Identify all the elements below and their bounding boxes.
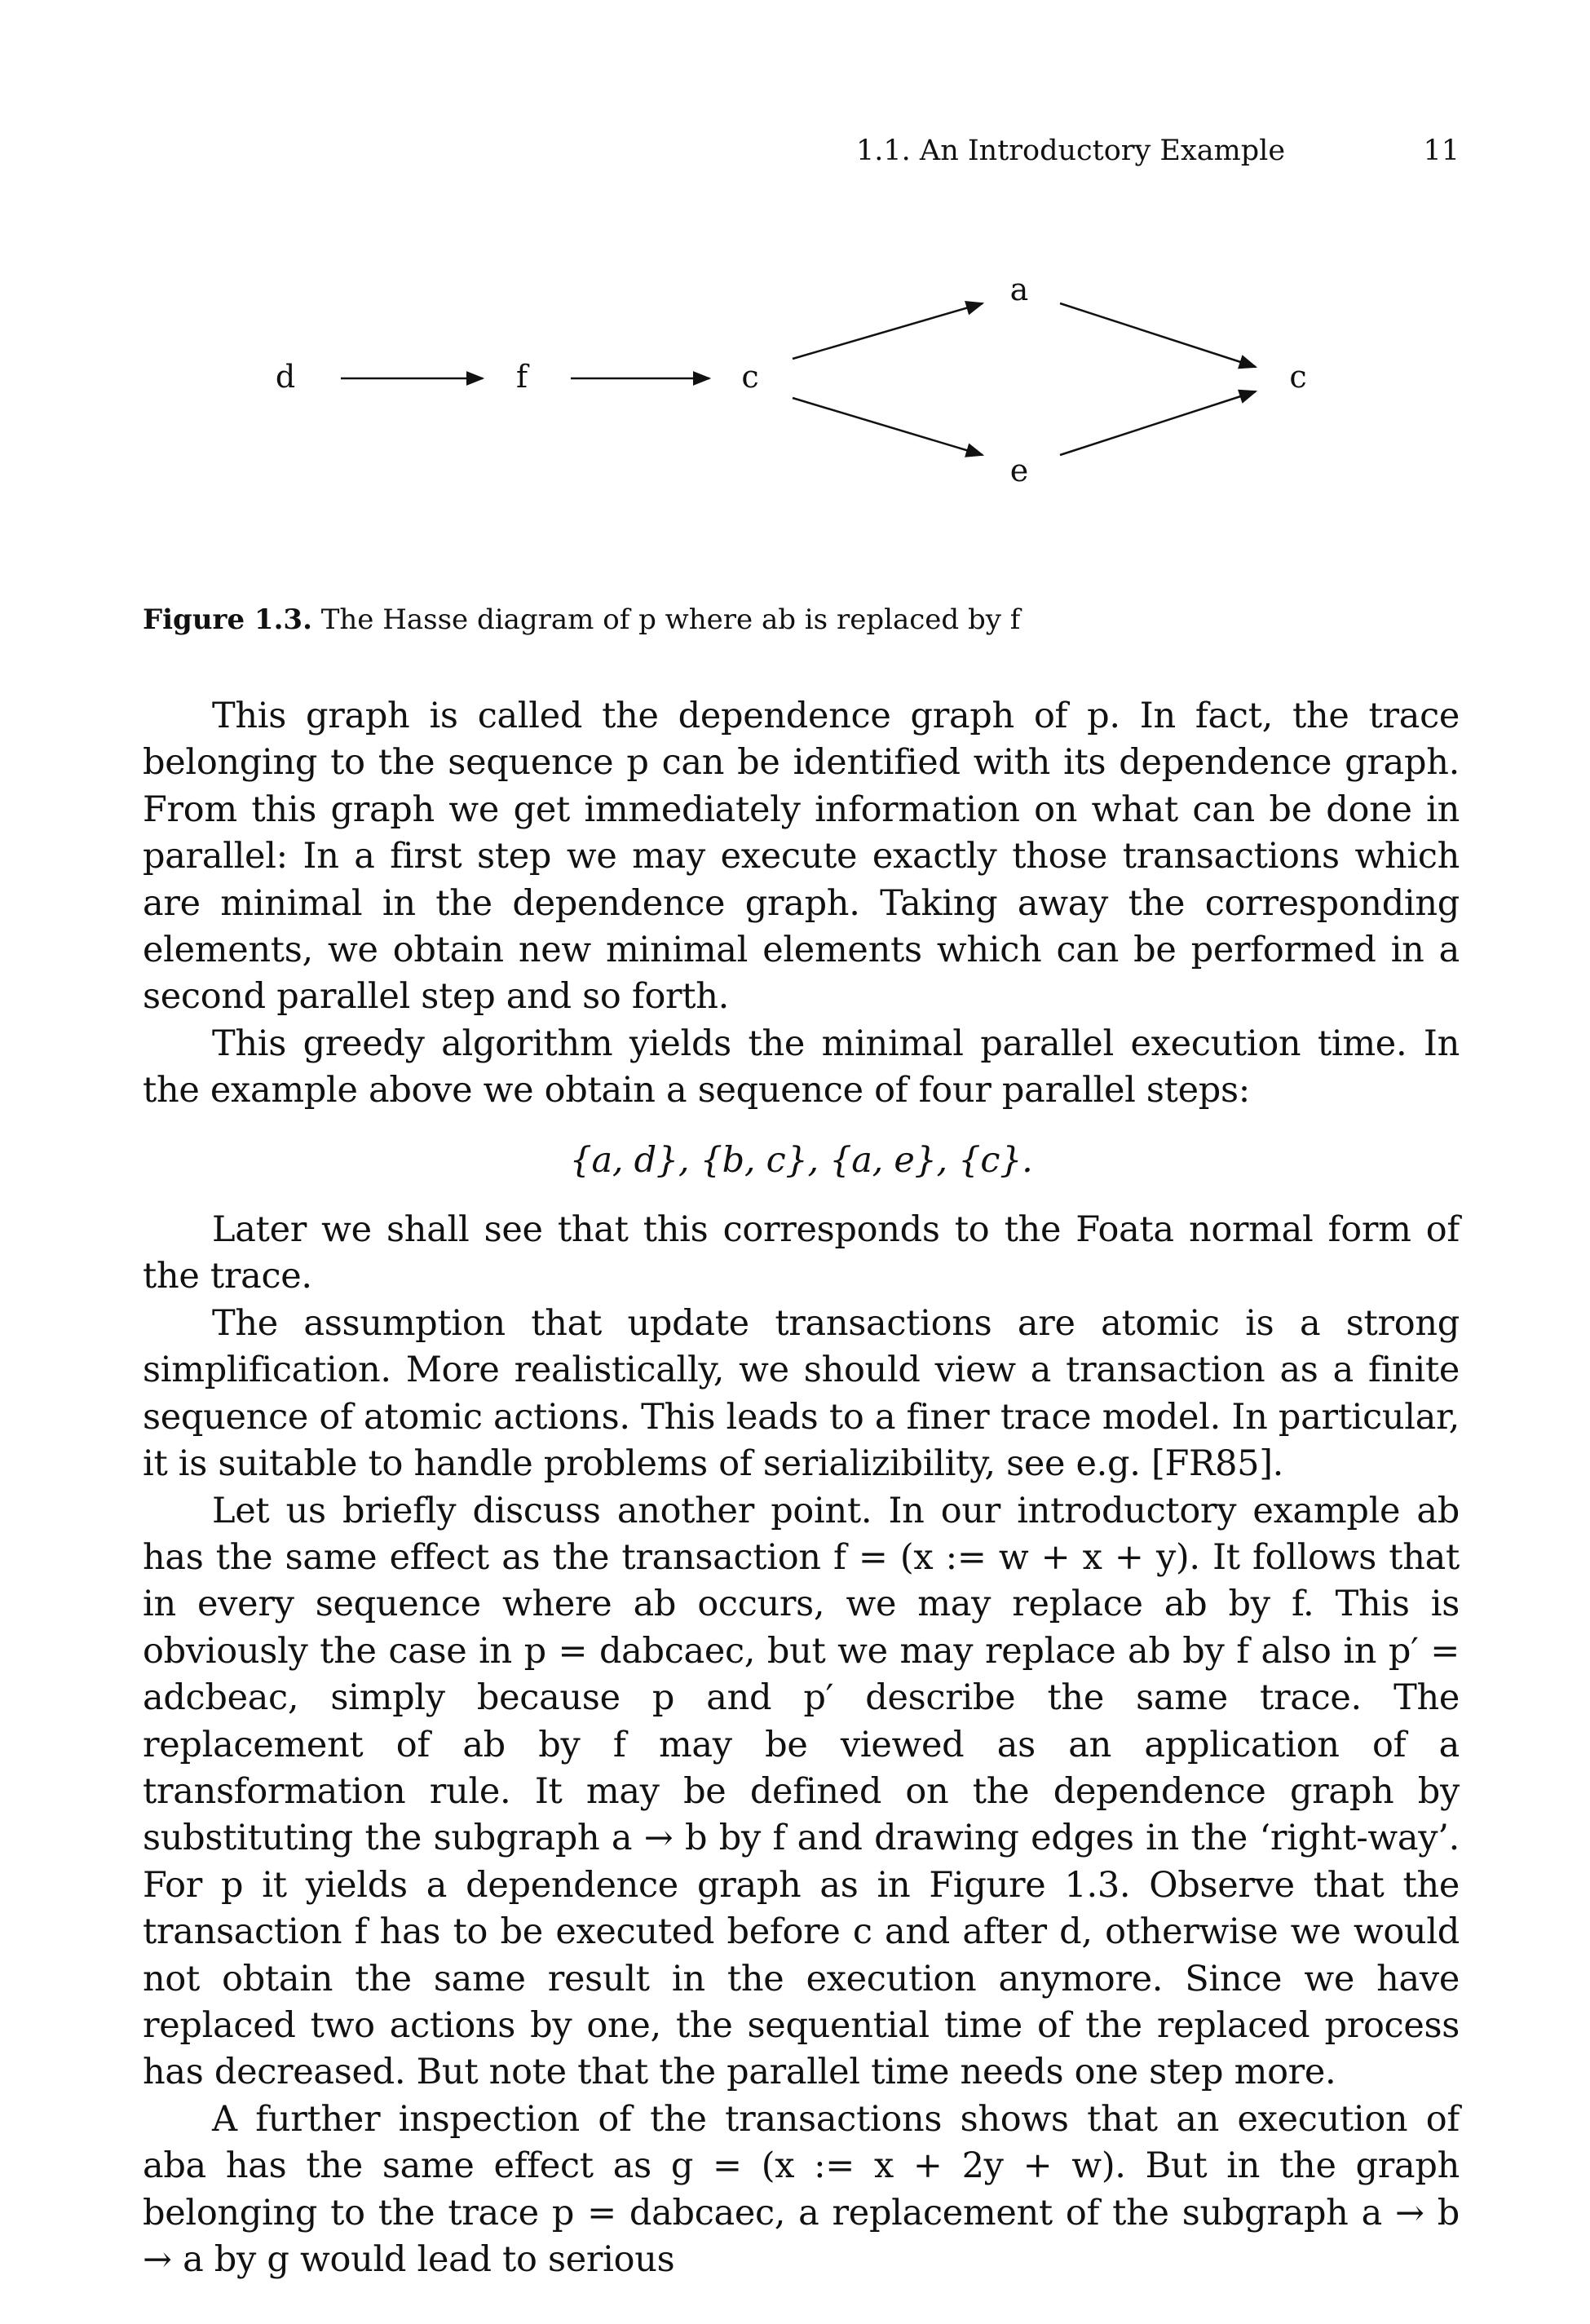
figure-label: Figure 1.3. bbox=[143, 603, 312, 636]
paragraph-6: A further inspection of the transactions shows that an execution of aba has the same effect as g = (x := x + 2y + w). But in the graph belonging to the trace p = dabcaec, a replacement of the subgraph a → b → a by g would lead to serious bbox=[143, 2098, 1460, 2280]
edge-c-a bbox=[793, 303, 983, 359]
paragraph-2: This greedy algorithm yields the minimal parallel execution time. In the example above we obtain a sequence of four parallel steps: bbox=[143, 1023, 1460, 1111]
section-title: 1.1. An Introductory Example bbox=[856, 135, 1286, 167]
edge-c-e bbox=[793, 398, 983, 455]
figure-caption bbox=[143, 599, 1447, 640]
paragraph-4: The assumption that update transactions are atomic is a strong simplification. More realistically, we should view a transaction as a finite sequence of atomic actions. This leads to a finer trace model. In particular, it is suitable to handle problems of serializibility, see e.g. [FR85]. bbox=[143, 1302, 1460, 1485]
node-d: d bbox=[275, 359, 296, 395]
page-number: 11 bbox=[1423, 135, 1460, 167]
paragraph-5: Let us briefly discuss another point. In our introductory example ab has the same effect as the transaction f = (x := w + x + y). It follows that in every sequence where ab occurs, we may replace ab by f. This is obviously the case in p = dabcaec, but we may replace ab by f also in p′ = adcbeac, simply because p and p′ describe the same trace. The replacement of ab by f may be viewed as an application of a transformation rule. It may be defined on the dependence graph by substituting the subgraph a → b by f and drawing edges in the ‘right-way’. For p it yields a dependence graph as in Figure 1.3. Observe that the transaction f has to be executed before c and after d, otherwise we would not obtain the same result in the execution anymore. Since we have replaced two actions by one, the sequential time of the replaced process has decreased. But note that the parallel time needs one step more. bbox=[143, 1490, 1460, 2093]
edge-a-c bbox=[1060, 303, 1256, 367]
node-c-right: c bbox=[1289, 359, 1307, 395]
body-text bbox=[143, 693, 1460, 2283]
figure-caption-text: The Hasse diagram of p where ab is replaced by f bbox=[320, 603, 1021, 636]
paragraph-1: This graph is called the dependence graph of p. In fact, the trace belonging to the sequence p can be identified with its dependence graph. From this graph we get immediately information on what can be done in parallel: In a first step we may execute exactly those transactions which are minimal in the dependence graph. Taking away the corresponding elements, we obtain new minimal elements which can be performed in a second parallel step and so forth. bbox=[143, 696, 1460, 1018]
paragraph-3: Later we shall see that this corresponds to the Foata normal form of the trace. bbox=[143, 1209, 1460, 1297]
hasse-diagram bbox=[245, 245, 1345, 514]
node-a: a bbox=[1009, 272, 1029, 307]
edge-e-c bbox=[1060, 391, 1256, 455]
hasse-diagram-svg bbox=[245, 245, 1345, 514]
node-c-left: c bbox=[741, 359, 759, 395]
display-formula: {a, d}, {b, c}, {a, e}, {c}. bbox=[569, 1139, 1033, 1181]
running-header bbox=[856, 130, 1460, 171]
node-f: f bbox=[515, 359, 528, 395]
node-e: e bbox=[1009, 453, 1029, 488]
